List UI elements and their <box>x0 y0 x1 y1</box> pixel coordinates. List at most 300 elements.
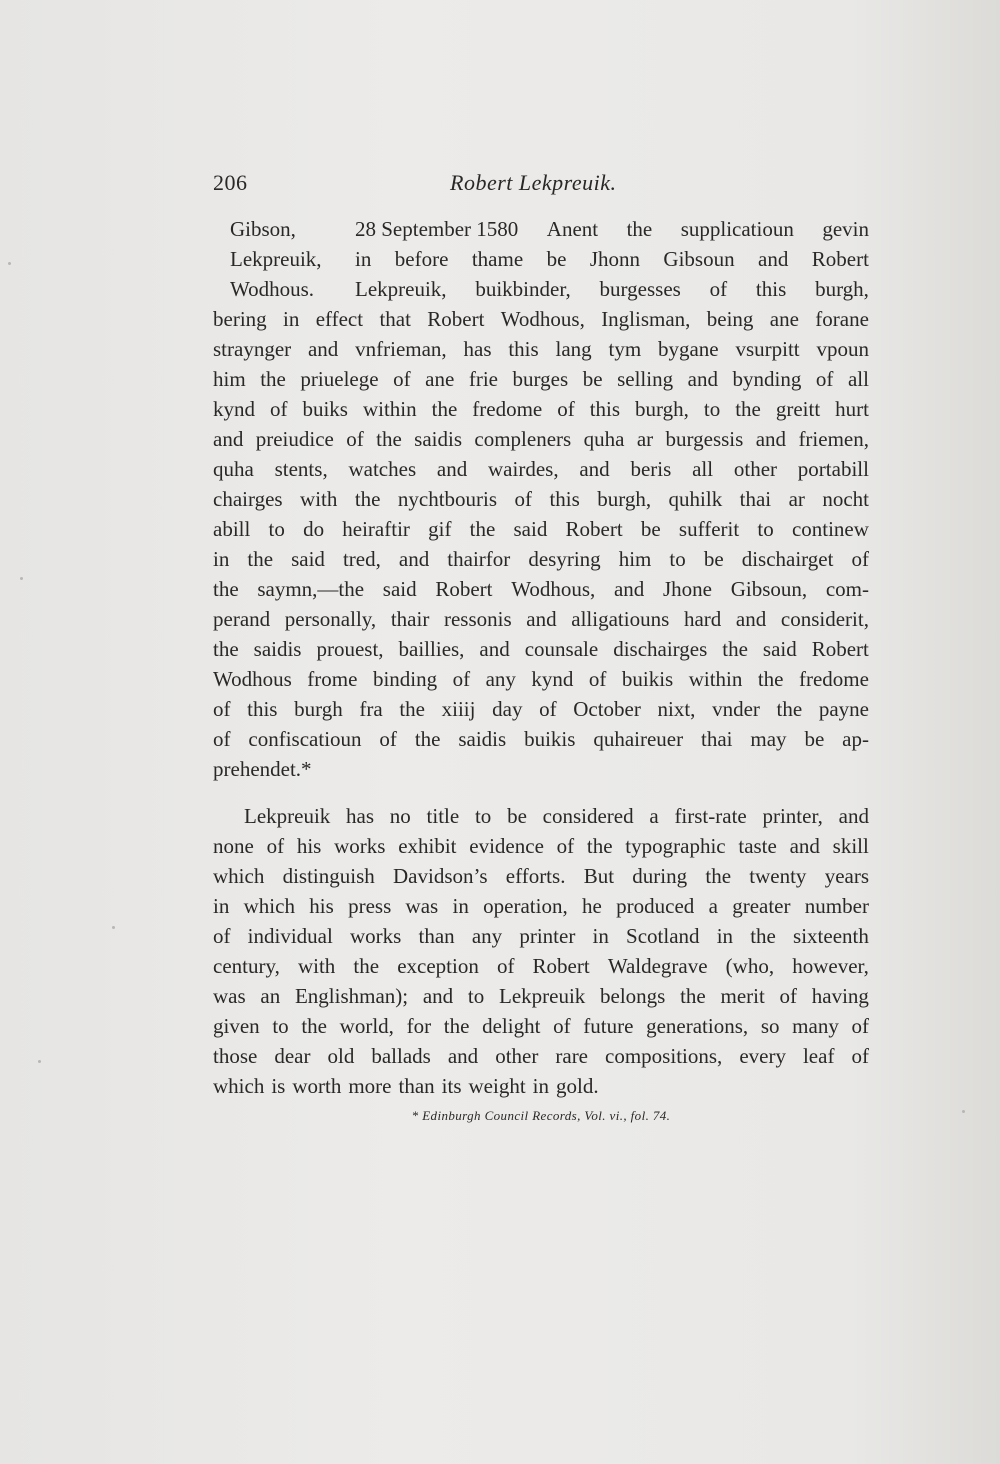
word: saidis <box>414 427 463 451</box>
word: watches <box>348 457 417 481</box>
word: friemen, <box>798 427 869 451</box>
word: of <box>346 427 364 451</box>
word: the <box>213 637 239 661</box>
word: future <box>583 1014 634 1038</box>
word: many <box>792 1014 839 1038</box>
word: be <box>507 804 527 828</box>
word: perand <box>213 607 271 631</box>
word: burgessis <box>665 427 744 451</box>
word: Gibsoun <box>663 247 735 271</box>
word: ap- <box>842 727 869 751</box>
word: hurt <box>835 397 869 421</box>
word: any <box>485 667 516 691</box>
word: during <box>632 864 688 888</box>
word: frome <box>307 667 358 691</box>
word: merit <box>720 984 765 1008</box>
word: distinguish <box>282 864 375 888</box>
word: the <box>735 397 761 421</box>
word: having <box>811 984 869 1008</box>
word: and <box>789 834 820 858</box>
word: straynger <box>213 337 292 361</box>
text-line <box>213 334 869 364</box>
word: twenty <box>749 864 807 888</box>
body-text <box>213 214 869 1101</box>
word: press <box>348 894 392 918</box>
word: a <box>708 894 718 918</box>
word: and <box>436 457 468 481</box>
word: of <box>514 487 532 511</box>
word: in <box>355 247 372 271</box>
word: sixteenth <box>793 924 869 948</box>
word: desyring <box>528 547 601 571</box>
text-line <box>213 831 869 861</box>
text-line <box>213 394 869 424</box>
word: of <box>496 954 515 978</box>
word: nixt, <box>657 697 696 721</box>
word: said <box>762 637 797 661</box>
word: compleners <box>474 427 572 451</box>
text-line <box>213 1011 869 1041</box>
word: thair <box>390 607 430 631</box>
word: dear <box>274 1044 311 1068</box>
text-line <box>355 244 869 274</box>
word: the <box>722 637 748 661</box>
word: vnfrieman, <box>355 337 447 361</box>
word: greitt <box>775 397 821 421</box>
word: is <box>271 1074 286 1098</box>
word: world, <box>339 1014 394 1038</box>
word: title <box>426 804 460 828</box>
word: of <box>553 1014 571 1038</box>
paper-speck <box>8 262 11 265</box>
word: of <box>709 277 728 301</box>
word: buikis <box>621 667 674 691</box>
word: thai <box>701 727 733 751</box>
word: fra <box>359 697 383 721</box>
word: the <box>443 1014 470 1038</box>
word: supplicatioun <box>680 217 794 241</box>
word: years <box>824 864 869 888</box>
text-line <box>213 754 869 784</box>
word: and <box>526 607 557 631</box>
word: within <box>362 397 417 421</box>
word: Robert <box>811 247 869 271</box>
word: be <box>582 367 603 391</box>
word: of <box>815 367 834 391</box>
word: of <box>851 1014 869 1038</box>
word: (who, <box>725 954 775 978</box>
word: Davidson’s <box>393 864 488 888</box>
word: Robert <box>811 637 869 661</box>
word: was <box>405 894 439 918</box>
word: his <box>296 834 322 858</box>
word: Jhone <box>662 577 712 601</box>
word: in <box>213 547 230 571</box>
word: burgh, <box>635 397 689 421</box>
word: any <box>471 924 503 948</box>
paper-speck <box>20 577 23 580</box>
word: of <box>556 834 575 858</box>
word: the <box>705 864 732 888</box>
word: has <box>346 804 375 828</box>
word: said <box>513 517 548 541</box>
word: and <box>838 804 869 828</box>
word: be <box>804 727 825 751</box>
text-line <box>213 664 869 694</box>
word: of <box>269 397 288 421</box>
word: the <box>750 924 776 948</box>
word: of <box>266 834 285 858</box>
text-line <box>213 981 869 1011</box>
word: works <box>334 834 386 858</box>
word: exception <box>397 954 479 978</box>
word: greater <box>732 894 791 918</box>
word: the <box>399 697 425 721</box>
word: to <box>474 804 492 828</box>
word: to <box>272 1014 289 1038</box>
word: thai <box>739 487 772 511</box>
word: the <box>353 954 380 978</box>
word: burgesses <box>599 277 681 301</box>
word: worth <box>292 1074 342 1098</box>
word: before <box>394 247 449 271</box>
word: selling <box>617 367 674 391</box>
word: in <box>452 894 469 918</box>
word: tred, <box>342 547 381 571</box>
word: the <box>757 667 784 691</box>
word: was <box>213 984 246 1008</box>
word: vnder <box>712 697 760 721</box>
text-line <box>355 214 869 244</box>
word: kynd <box>531 667 574 691</box>
text-line <box>213 861 869 891</box>
word: gold. <box>556 1074 599 1098</box>
word: burgh, <box>597 487 652 511</box>
word: the <box>247 547 274 571</box>
word: rare <box>555 1044 589 1068</box>
paper-speck <box>38 1060 41 1063</box>
word: within <box>688 667 743 691</box>
word: ane <box>425 367 455 391</box>
text-line <box>213 364 869 394</box>
running-title: Robert Lekpreuik. <box>450 170 617 195</box>
word: portabill <box>797 457 869 481</box>
word: of <box>557 397 575 421</box>
word: But <box>583 864 615 888</box>
word: do <box>303 517 325 541</box>
word: exhibit <box>398 834 457 858</box>
word: being <box>706 307 754 331</box>
word: to <box>757 517 774 541</box>
word: heiraftir <box>342 517 410 541</box>
word: printer <box>519 924 576 948</box>
text-line <box>213 424 869 454</box>
paragraph <box>213 801 869 1101</box>
word: Wodhous, <box>511 577 596 601</box>
page-header <box>213 170 869 200</box>
word: him <box>618 547 652 571</box>
word: of <box>393 367 411 391</box>
word: and <box>755 427 787 451</box>
word: dischairget <box>741 547 834 571</box>
word: Lekpreuik <box>244 804 331 828</box>
word: the <box>776 697 803 721</box>
word: Inglisman, <box>601 307 691 331</box>
word: an <box>260 984 281 1008</box>
word: quhilk <box>668 487 723 511</box>
word: Robert <box>565 517 623 541</box>
word: said <box>382 577 417 601</box>
word: of <box>851 1044 869 1068</box>
word: this <box>247 697 278 721</box>
word: quha <box>583 427 625 451</box>
word: be <box>640 517 661 541</box>
word: with <box>297 954 336 978</box>
word: a <box>649 804 659 828</box>
word: this <box>549 487 580 511</box>
word: burgh, <box>815 277 869 301</box>
word: and <box>687 367 718 391</box>
word: the <box>586 834 613 858</box>
word: continew <box>791 517 869 541</box>
word: and <box>613 577 645 601</box>
word: abill <box>213 517 251 541</box>
word: payne <box>818 697 869 721</box>
word: Scotland <box>626 924 700 948</box>
word: in <box>213 894 230 918</box>
word: with <box>300 487 338 511</box>
word: of <box>213 924 231 948</box>
word: ressonis <box>443 607 512 631</box>
word: and <box>579 457 610 481</box>
word: leaf <box>802 1044 835 1068</box>
word: sufferit <box>678 517 740 541</box>
word: to <box>669 547 686 571</box>
word: Waldegrave <box>607 954 708 978</box>
word: Robert <box>532 954 590 978</box>
word: given <box>213 1014 260 1038</box>
word: number <box>804 894 869 918</box>
word: and <box>422 984 454 1008</box>
word: stents, <box>274 457 328 481</box>
word: and <box>735 607 767 631</box>
word: saidis <box>458 727 507 751</box>
word: chairges <box>213 487 283 511</box>
word: the <box>354 487 381 511</box>
word: he <box>582 894 602 918</box>
word: saymn,—the <box>257 577 365 601</box>
word: of <box>379 727 397 751</box>
word: of <box>452 667 471 691</box>
word: burges <box>512 367 569 391</box>
word: and <box>479 637 510 661</box>
word: typographic <box>625 834 726 858</box>
word: said <box>291 547 325 571</box>
footnote: * Edinburgh Council Records, Vol. vi., fol. 74. <box>411 1108 671 1123</box>
text-line <box>213 634 869 664</box>
word: produced <box>616 894 695 918</box>
word: confiscatioun <box>248 727 362 751</box>
word: be <box>703 547 724 571</box>
word: counsale <box>524 637 599 661</box>
word: all <box>847 367 869 391</box>
text-line <box>213 891 869 921</box>
word: its <box>441 1074 462 1098</box>
word: ane <box>769 307 799 331</box>
word: quha <box>213 457 254 481</box>
word: wairdes, <box>488 457 559 481</box>
word: fredome <box>798 667 869 691</box>
word: priuelege <box>300 367 379 391</box>
word: bygane <box>657 337 719 361</box>
word: other <box>733 457 778 481</box>
word: other <box>495 1044 539 1068</box>
word: forane <box>815 307 869 331</box>
word: fredome <box>472 397 543 421</box>
text-line <box>213 574 869 604</box>
side-names <box>230 214 355 304</box>
word: than <box>418 924 455 948</box>
word: of <box>588 667 607 691</box>
word: weight <box>468 1074 526 1098</box>
word: personally, <box>284 607 377 631</box>
word: gif <box>428 517 452 541</box>
word: tym <box>608 337 642 361</box>
word: in <box>716 924 734 948</box>
word: the <box>414 727 441 751</box>
word: to <box>703 397 721 421</box>
paper-speck <box>112 926 115 929</box>
word: hard <box>683 607 722 631</box>
word: of <box>213 697 231 721</box>
word: the <box>376 427 402 451</box>
word: the <box>469 517 496 541</box>
word: frie <box>468 367 498 391</box>
word: kynd <box>213 397 255 421</box>
paper-speck <box>962 1110 965 1113</box>
word: and <box>758 247 789 271</box>
word: in <box>532 1074 549 1098</box>
word: skill <box>832 834 869 858</box>
word: and <box>307 337 339 361</box>
text-line <box>213 1041 869 1071</box>
word: considered <box>542 804 634 828</box>
word: of <box>213 727 231 751</box>
word: Lekpreuik <box>499 984 586 1008</box>
word: may <box>750 727 787 751</box>
word: that <box>379 307 411 331</box>
word: ballads <box>371 1044 431 1068</box>
text-line <box>213 724 869 754</box>
page-number: 206 <box>213 170 248 195</box>
text-line <box>213 921 869 951</box>
word: printer, <box>762 804 823 828</box>
word: day <box>492 697 523 721</box>
word: the <box>301 1014 327 1038</box>
word: Wodhous, <box>500 307 585 331</box>
word: so <box>760 1014 780 1038</box>
word: has <box>463 337 492 361</box>
word: however, <box>792 954 869 978</box>
word: baillies, <box>398 637 465 661</box>
word: the <box>680 984 706 1008</box>
word: thame <box>471 247 524 271</box>
word: century, <box>213 954 280 978</box>
word: bering <box>213 307 267 331</box>
word: gevin <box>822 217 869 241</box>
word: efforts. <box>505 864 566 888</box>
word: the <box>213 577 239 601</box>
word: first-rate <box>674 804 747 828</box>
word: and <box>398 547 430 571</box>
word: this <box>589 397 621 421</box>
text-line <box>213 514 869 544</box>
word: in <box>592 924 609 948</box>
word: to <box>467 984 485 1008</box>
word: the <box>626 217 653 241</box>
text-line <box>213 694 869 724</box>
word: binding <box>372 667 438 691</box>
word: than <box>398 1074 435 1098</box>
text-line <box>213 604 869 634</box>
word: nocht <box>822 487 869 511</box>
word: and <box>213 427 244 451</box>
word: saidis <box>253 637 302 661</box>
word: ar <box>788 487 805 511</box>
word: burgh <box>294 697 343 721</box>
side-name: Gibson, <box>230 217 296 241</box>
word: quhaireuer <box>593 727 684 751</box>
word: vpoun <box>816 337 869 361</box>
word: to <box>268 517 285 541</box>
word: buikbinder, <box>475 277 571 301</box>
word: individual <box>247 924 333 948</box>
word: more <box>348 1074 392 1098</box>
word: compositions, <box>605 1044 723 1068</box>
text-line <box>213 544 869 574</box>
text-line <box>213 1071 869 1101</box>
word: evidence <box>469 834 544 858</box>
word: which <box>243 894 295 918</box>
word: Englishman); <box>294 984 409 1008</box>
word: of <box>851 547 869 571</box>
text-line <box>213 304 869 334</box>
text-line <box>213 454 869 484</box>
word: those <box>213 1044 258 1068</box>
word: which <box>213 1074 265 1098</box>
word: lang <box>555 337 592 361</box>
word: all <box>692 457 714 481</box>
word: Gibsoun, <box>730 577 808 601</box>
text-line <box>213 951 869 981</box>
word: the <box>431 397 458 421</box>
word: in <box>283 307 300 331</box>
word: bynding <box>732 367 802 391</box>
word: Jhonn <box>589 247 640 271</box>
word: 28 September 1580 <box>355 217 519 241</box>
word: him <box>213 367 246 391</box>
word: nychtbouris <box>397 487 498 511</box>
word: works <box>350 924 402 948</box>
council-record-entry <box>213 214 869 784</box>
word: Wodhous <box>213 667 292 691</box>
word: old <box>327 1044 355 1068</box>
word: prouest, <box>316 637 384 661</box>
text-line <box>213 801 869 831</box>
word: which <box>213 864 265 888</box>
word: no <box>389 804 411 828</box>
word: Robert <box>435 577 493 601</box>
